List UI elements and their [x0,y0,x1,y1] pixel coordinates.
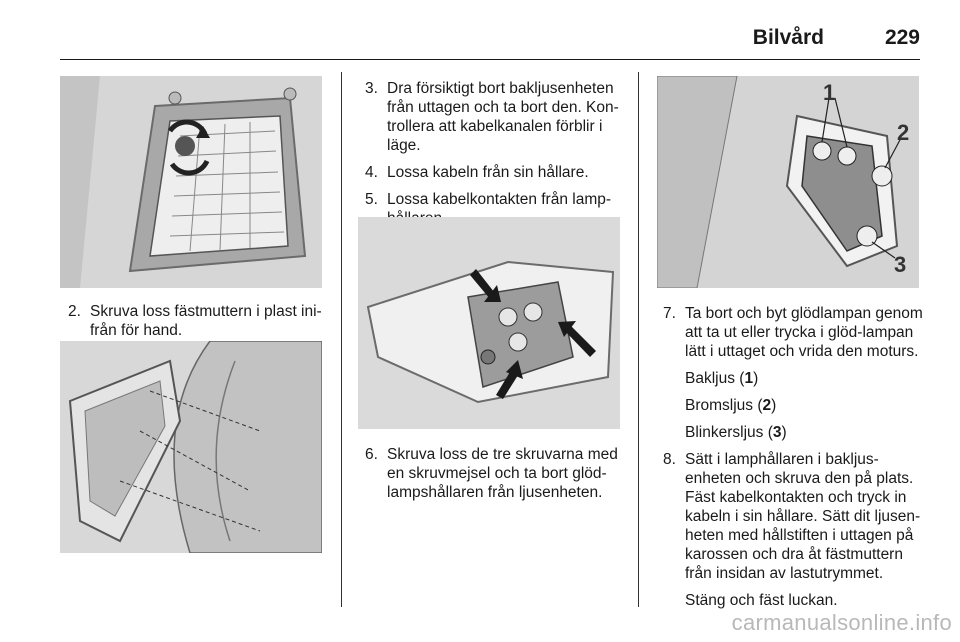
step-number: 7. [663,305,676,322]
figure-bulb-holder-screws [358,217,620,429]
step-number: 6. [365,446,378,463]
bulb-turn-signal: Blinkersljus (3) [685,424,787,441]
step-8-closing: Stäng och fäst luckan. [685,592,838,609]
page-header [0,14,920,54]
step-6 [365,445,630,502]
step-text: Lossa kabelkontakten från lamp- [387,191,612,208]
steps-3-5 [365,79,630,228]
watermark: carmanualsonline.info [731,610,952,635]
callout-1: 1 [823,80,836,105]
figure-bulbs-numbered [657,76,919,288]
bulb-tail-light: Bakljus (1) [685,370,759,387]
callout-3: 3 [894,252,907,277]
header-rule [60,59,920,60]
illustration-inner-nut [60,76,322,288]
step-number: 2. [68,303,81,320]
column-divider-2 [638,72,639,607]
step-number: 8. [663,451,676,468]
step-text: Sätt i lamphållaren i bakljus-enheten och skruva den på plats. Fäst kabelkontakten och tryck in kabeln i sin hållare. Sätt dit ljusen-heten med hållstiften i uttagen på karossen och dra åt fästmuttern från insidan av lastutrymmet. [685,451,921,582]
step-number: 3. [365,80,378,97]
step-text: Skruva loss de tre skruvarna med en skruvmejsel och ta bort glöd-lampshållaren från ljusenheten. [387,446,618,501]
section-title: Bilvård [752,26,824,49]
bulb-brake-light: Bromsljus (2) [685,397,777,414]
illustration-bulbs-numbered [657,76,919,288]
column-divider-1 [341,72,342,607]
callout-2: 2 [897,120,910,145]
step-text: Skruva loss fästmuttern i plast ini- från för hand. [90,303,322,339]
step-text: Ta bort och byt glödlampan genom att ta ut eller trycka i glöd-lampan lätt i uttaget och vrida den moturs. [685,305,923,360]
step-text: Dra försiktigt bort bakljusenheten från uttagen och ta bort den. Kon-trollera att kabelkanalen förblir i läge. [387,80,619,154]
page-number: 229 [884,26,920,49]
figure-light-unit-removal [60,341,322,553]
illustration-bulb-holder-screws [358,217,620,429]
figure-inner-nut [60,76,322,288]
step-2 [68,302,328,340]
step-text: Lossa kabeln från sin hållare. [387,164,589,181]
steps-7-8 [663,304,925,610]
step-number: 5. [365,191,378,208]
step-number: 4. [365,164,378,181]
illustration-light-unit-removal [60,341,322,553]
